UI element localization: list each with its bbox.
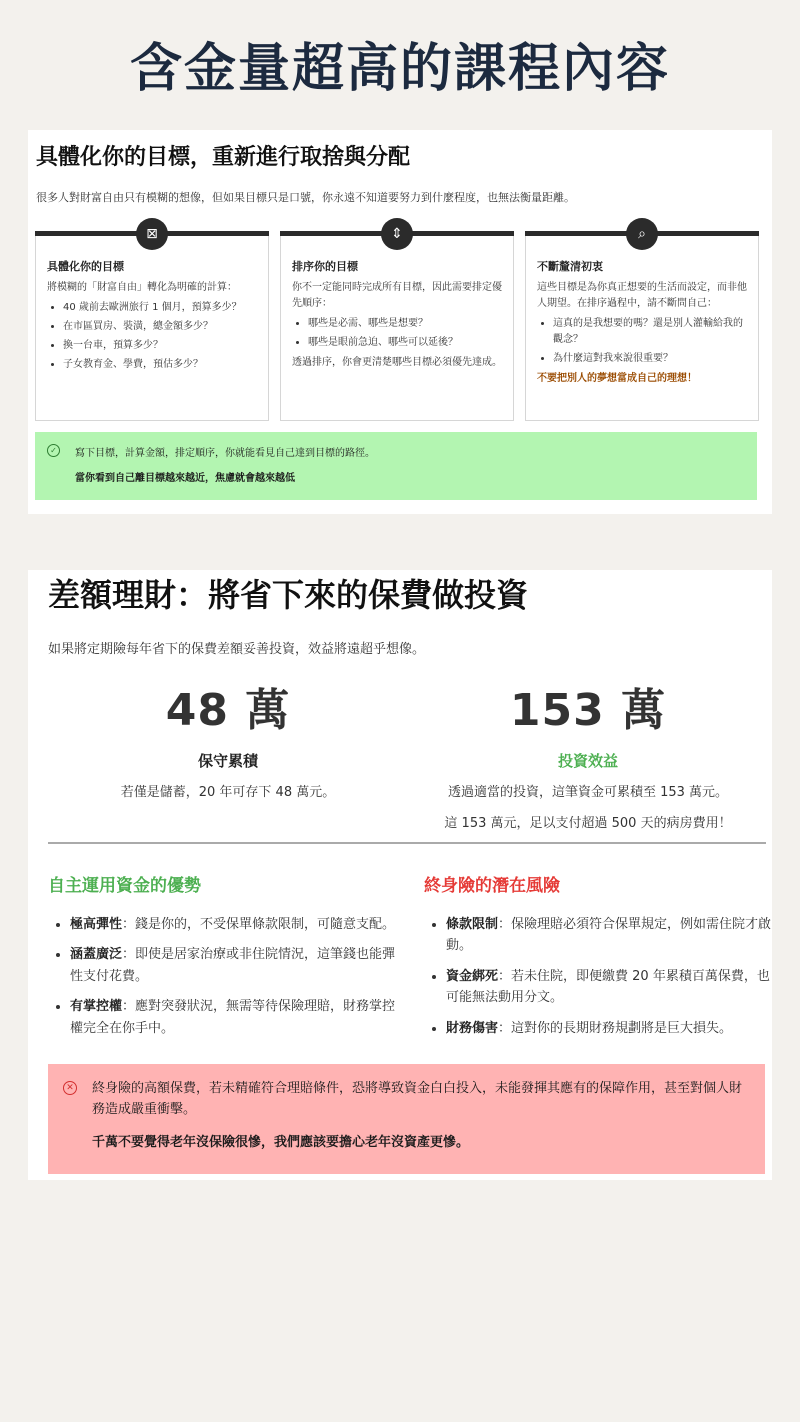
risks-list: [424, 914, 774, 1039]
check-circle-icon: ✓: [47, 444, 60, 457]
stat-conservative: [58, 674, 398, 800]
goal-column-text: 你不一定能同時完成所有目標，因此需要排定優先順序：: [292, 281, 502, 309]
item-bold: 有掌控權: [70, 999, 123, 1015]
list-item: • 為什麼這對我來說很重要？: [553, 351, 748, 367]
stat-label: 保守累積: [197, 752, 258, 770]
list-item: [70, 944, 398, 987]
risks-column: [424, 872, 774, 1048]
goal-column-warning: 不要把別人的夢想當成自己的理想！: [537, 372, 697, 384]
goal-column-after: 透過排序，你會更清楚哪些目標必須優先達成。: [292, 356, 502, 368]
stat-value: 153 萬: [509, 685, 667, 736]
section2-intro: 如果將定期險每年省下的保費差額妥善投資，效益將遠超乎想像。: [48, 642, 426, 657]
item-text: ：即使是居家治療或非住院情況，這筆錢也能彈性支付花費。: [70, 947, 396, 984]
item-bold: 涵蓋廣泛: [70, 947, 123, 963]
stat-label: 投資效益: [557, 752, 618, 770]
list-item: [446, 966, 774, 1009]
stat-desc: 透過適當的投資，這筆資金可累積至 153 萬元。: [447, 785, 729, 800]
item-bold: 財務傷害: [446, 1020, 499, 1036]
stat-investment: [418, 674, 758, 831]
goal-column-list: [292, 316, 503, 351]
success-note: [35, 432, 757, 500]
list-item: • 子女教育金、學費，預估多少？: [63, 357, 258, 373]
item-bold: 資金綁死: [446, 968, 499, 984]
search-icon: ⌕: [626, 218, 658, 250]
goal-column-list: [47, 300, 258, 373]
success-note-line1: 寫下目標，計算金額，排定順序，你就能看見自己達到目標的路徑。: [75, 448, 375, 459]
advantages-column: [48, 872, 398, 1048]
list-item: • 在市區買房、裝潢，總金額多少？: [63, 319, 258, 335]
goal-column-list: [537, 316, 748, 367]
item-text: ：保險理賠必須符合保單規定，例如需住院才啟動。: [446, 917, 772, 954]
investment-card: [28, 570, 772, 1180]
goal-column-title: 不斷釐清初衷: [537, 260, 603, 273]
divider: [48, 842, 766, 844]
list-item: [446, 914, 774, 957]
goal-column-body: [35, 236, 269, 421]
page-title: 含金量超高的課程內容: [129, 39, 670, 99]
goal-column-title: 具體化你的目標: [47, 260, 124, 273]
advantages-title: 自主運用資金的優勢: [48, 876, 201, 896]
stat-value: 48 萬: [165, 685, 291, 736]
section2-title: 差額理財：將省下來的保費做投資: [48, 576, 529, 614]
goal-column-text: 這些目標是為你真正想要的生活而設定，而非他人期望。在排序過程中，請不斷問自己：: [537, 281, 747, 309]
goal-column-sort: [280, 218, 514, 421]
stat-desc: 若僅是儲蓄，20 年可存下 48 萬元。: [120, 785, 336, 800]
list-item: • 40 歲前去歐洲旅行 1 個月，預算多少？: [63, 300, 258, 316]
goal-column-body: [525, 236, 759, 421]
stat-desc-extra: 這 153 萬元，足以支付超過 500 天的病房費用！: [444, 816, 732, 831]
goal-column-specify: [35, 218, 269, 421]
item-text: ：應對突發狀況，無需等待保險理賠，財務掌控權完全在你手中。: [70, 999, 396, 1036]
error-circle-icon: ✕: [63, 1081, 77, 1095]
success-note-line2: 當你看到自己離目標越來越近，焦慮就會越來越低: [75, 473, 295, 484]
goal-columns: [35, 218, 759, 421]
warning-note-line2: 千萬不要覺得老年沒保險很慘，我們應該要擔心老年沒資產更慘。: [92, 1135, 470, 1150]
list-item: • 哪些是必需、哪些是想要？: [308, 316, 503, 332]
goal-column-body: [280, 236, 514, 421]
risks-title: 終身險的潛在風險: [424, 876, 560, 896]
list-item: [70, 996, 398, 1039]
item-bold: 極高彈性: [70, 917, 123, 933]
list-item: • 哪些是眼前急迫、哪些可以延後？: [308, 335, 503, 351]
list-item: [446, 1018, 774, 1039]
advantages-list: [48, 914, 398, 1039]
item-text: ：錢是你的，不受保單條款限制，可隨意支配。: [122, 917, 396, 933]
goals-card: [28, 130, 772, 514]
item-text: ：若未住院，即便繳費 20 年累積百萬保費，也可能無法動用分文。: [446, 968, 770, 1006]
list-item: • 這真的是我想要的嗎？還是別人灌輸給我的觀念？: [553, 316, 748, 348]
target-icon: ⊠: [136, 218, 168, 250]
item-text: ：這對你的長期財務規劃將是巨大損失。: [498, 1020, 733, 1036]
list-item: [70, 914, 398, 935]
goal-column-clarify: [525, 218, 759, 421]
section1-title: 具體化你的目標，重新進行取捨與分配: [36, 145, 411, 170]
goal-column-text: 將模糊的「財富自由」轉化為明確的計算：: [47, 281, 237, 293]
list-item: • 換一台車，預算多少？: [63, 338, 258, 354]
goal-column-title: 排序你的目標: [292, 260, 358, 273]
warning-note-line1: 終身險的高額保費，若未精確符合理賠條件，恐將導致資金白白投入，未能發揮其應有的保障作用，甚至對個人財務造成嚴重衝擊。: [92, 1081, 743, 1118]
section1-intro: 很多人對財富自由只有模糊的想像，但如果目標只是口號，你永遠不知道要努力到什麼程度，也無法衡量距離。: [36, 191, 575, 204]
sort-icon: ⇕: [381, 218, 413, 250]
item-bold: 條款限制: [446, 917, 499, 933]
warning-note: [48, 1064, 765, 1174]
